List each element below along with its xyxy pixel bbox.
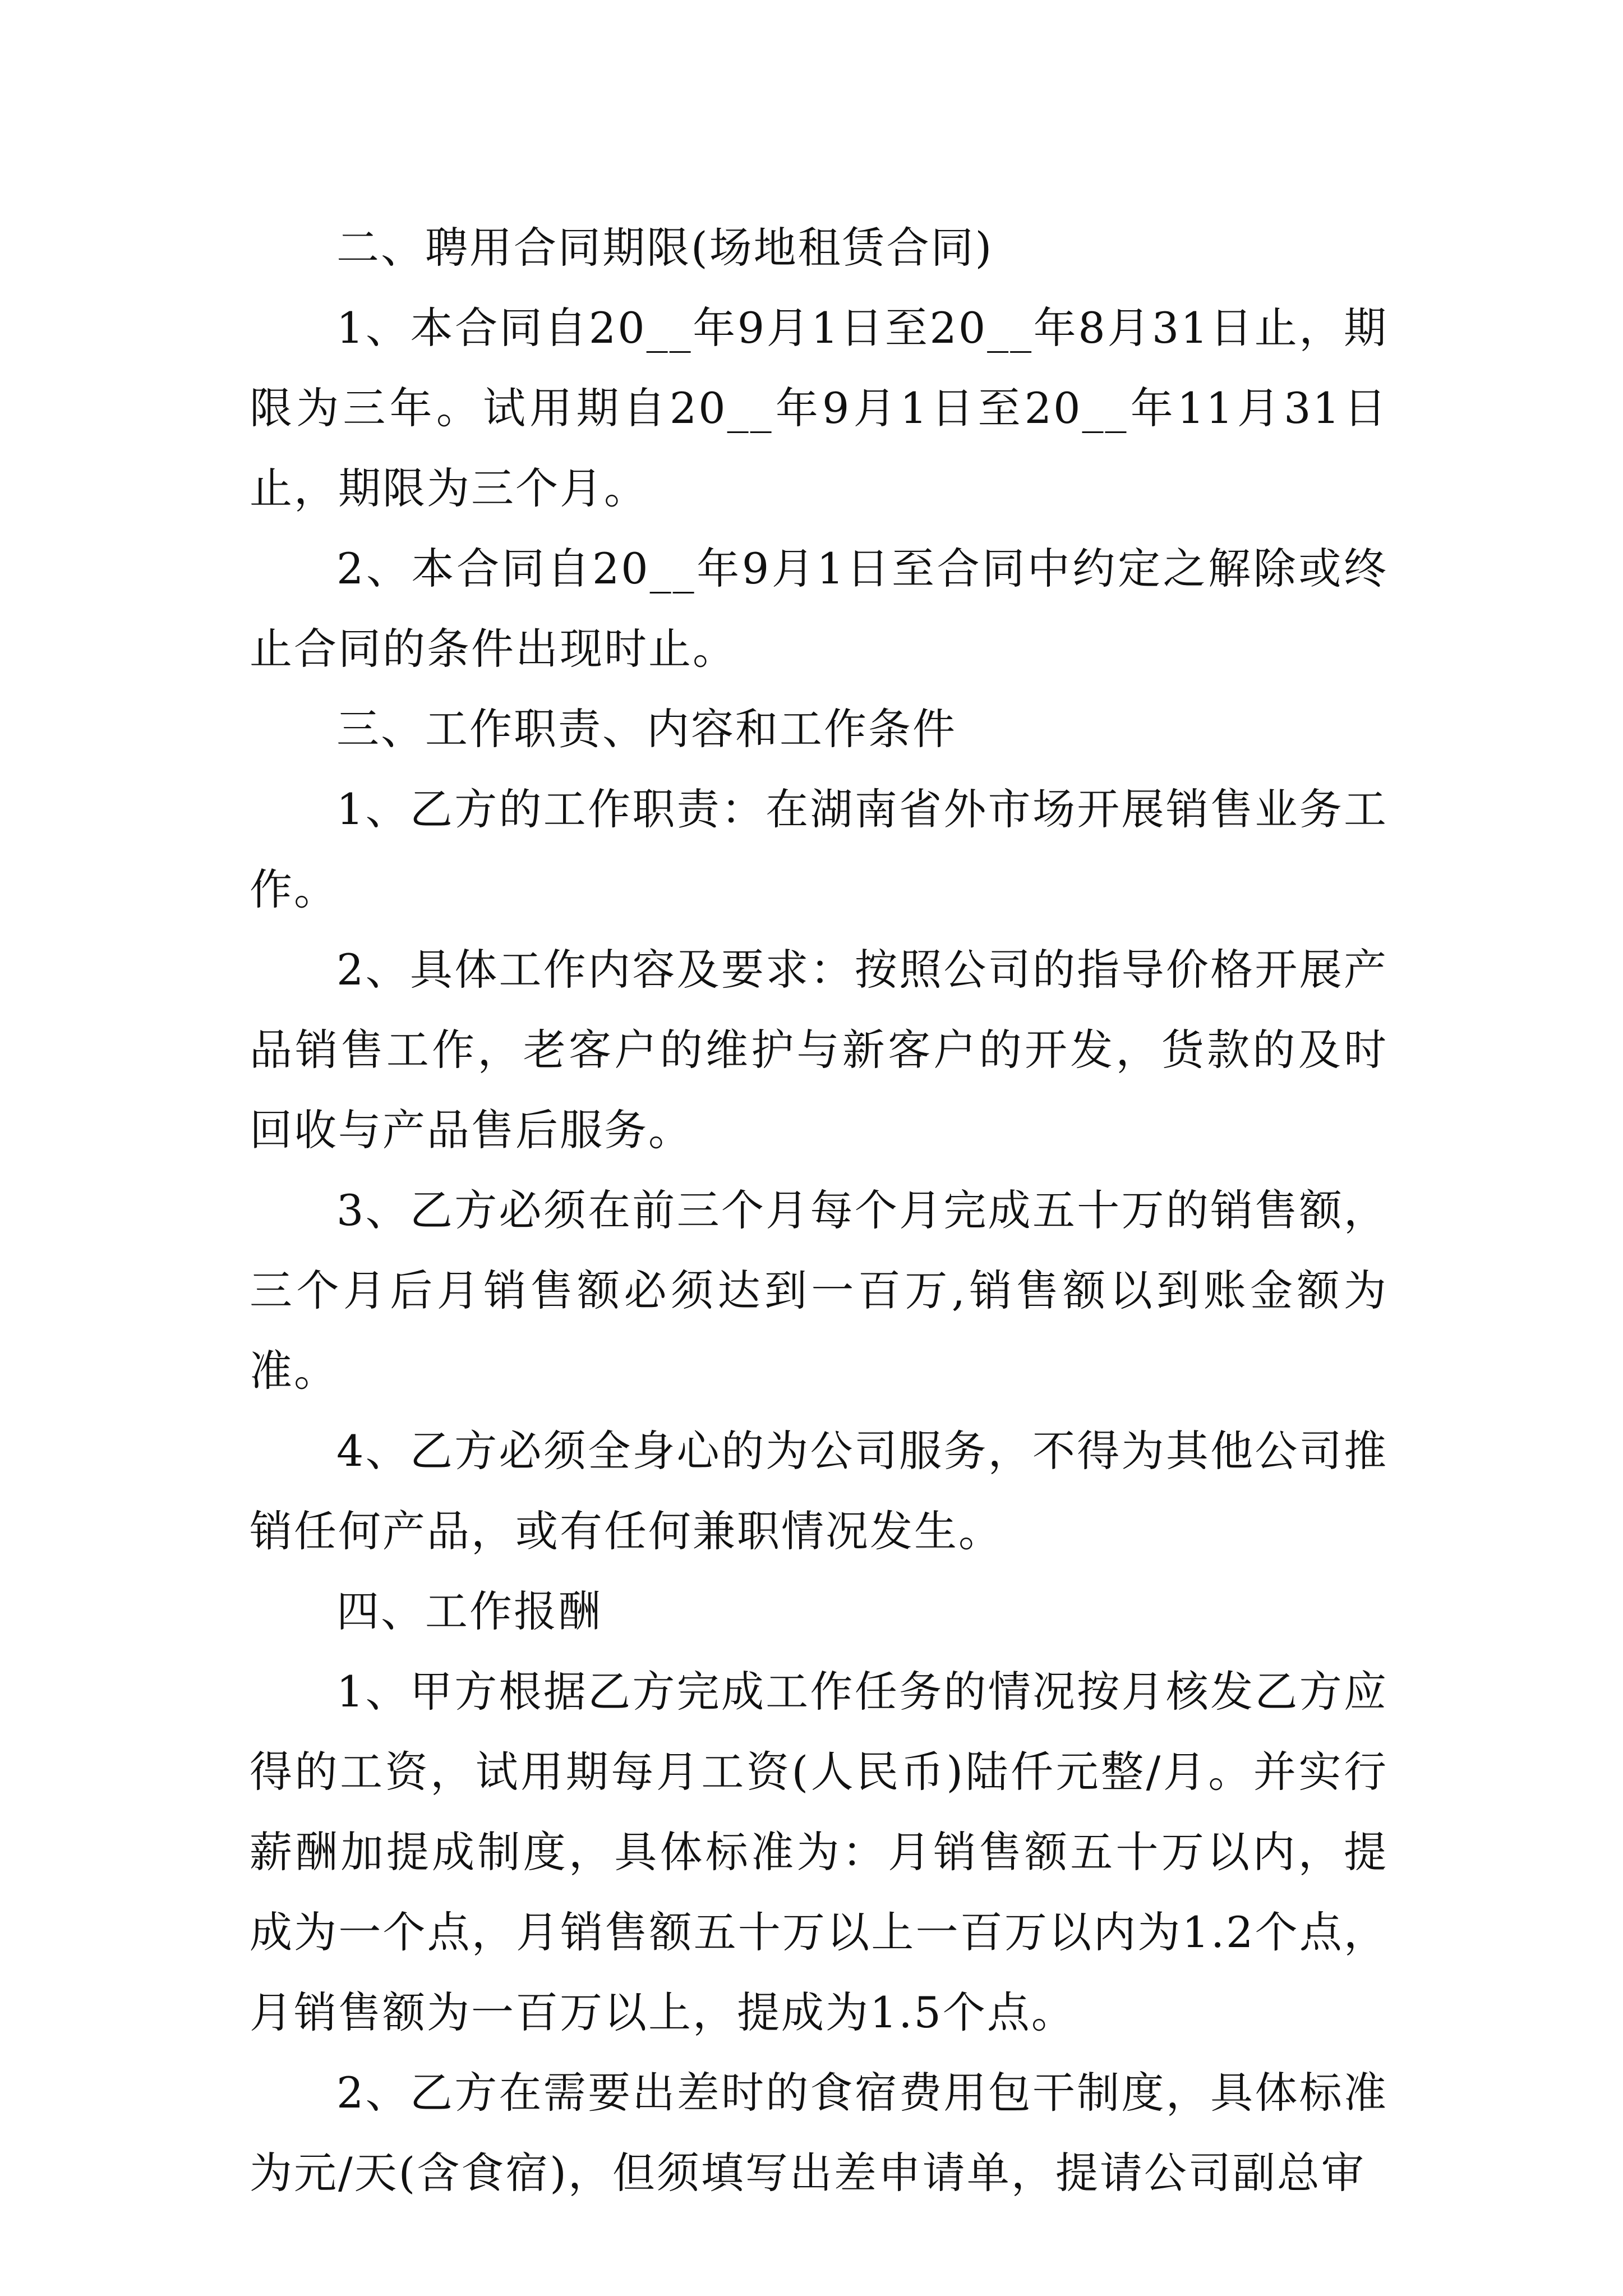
paragraph-compensation-2: 2、乙方在需要出差时的食宿费用包干制度，具体标准为元/天(含食宿)，但须填写出差申请单，提请公司副总审	[250, 2068, 1388, 2198]
paragraph-duties-4: 4、乙方必须全身心的为公司服务，不得为其他公司推销任何产品，或有任何兼职情况发生。	[250, 1426, 1388, 1556]
paragraph-term-1: 1、本合同自20__年9月1日至20__年8月31日止，期限为三年。试用期自20__年9月1日至20__年11月31日止，期限为三个月。	[250, 303, 1388, 513]
paragraph-duties-1: 1、乙方的工作职责：在湖南省外市场开展销售业务工作。	[250, 784, 1388, 914]
paragraph-duties-2: 2、具体工作内容及要求：按照公司的指导价格开展产品销售工作，老客户的维护与新客户的开发，货款的及时回收与产品售后服务。	[250, 945, 1388, 1155]
section-heading-contract-term: 二、聘用合同期限(场地租赁合同)	[336, 223, 994, 273]
paragraph-compensation-1: 1、甲方根据乙方完成工作任务的情况按月核发乙方应得的工资，试用期每月工资(人民币)陆仟元整/月。并实行薪酬加提成制度，具体标准为：月销售额五十万以内，提成为一个点，月销售额五十万以上一百万以内为1.2个点，月销售额为一百万以上，提成为1.5个点。	[250, 1667, 1388, 2037]
document-body	[250, 208, 1388, 2213]
section-heading-duties: 三、工作职责、内容和工作条件	[336, 704, 957, 754]
section-heading-compensation: 四、工作报酬	[336, 1586, 602, 1636]
paragraph-duties-3: 3、乙方必须在前三个月每个月完成五十万的销售额，三个月后月销售额必须达到一百万,销售额以到账金额为准。	[250, 1185, 1388, 1396]
paragraph-term-2: 2、本合同自20__年9月1日至合同中约定之解除或终止合同的条件出现时止。	[250, 544, 1388, 674]
